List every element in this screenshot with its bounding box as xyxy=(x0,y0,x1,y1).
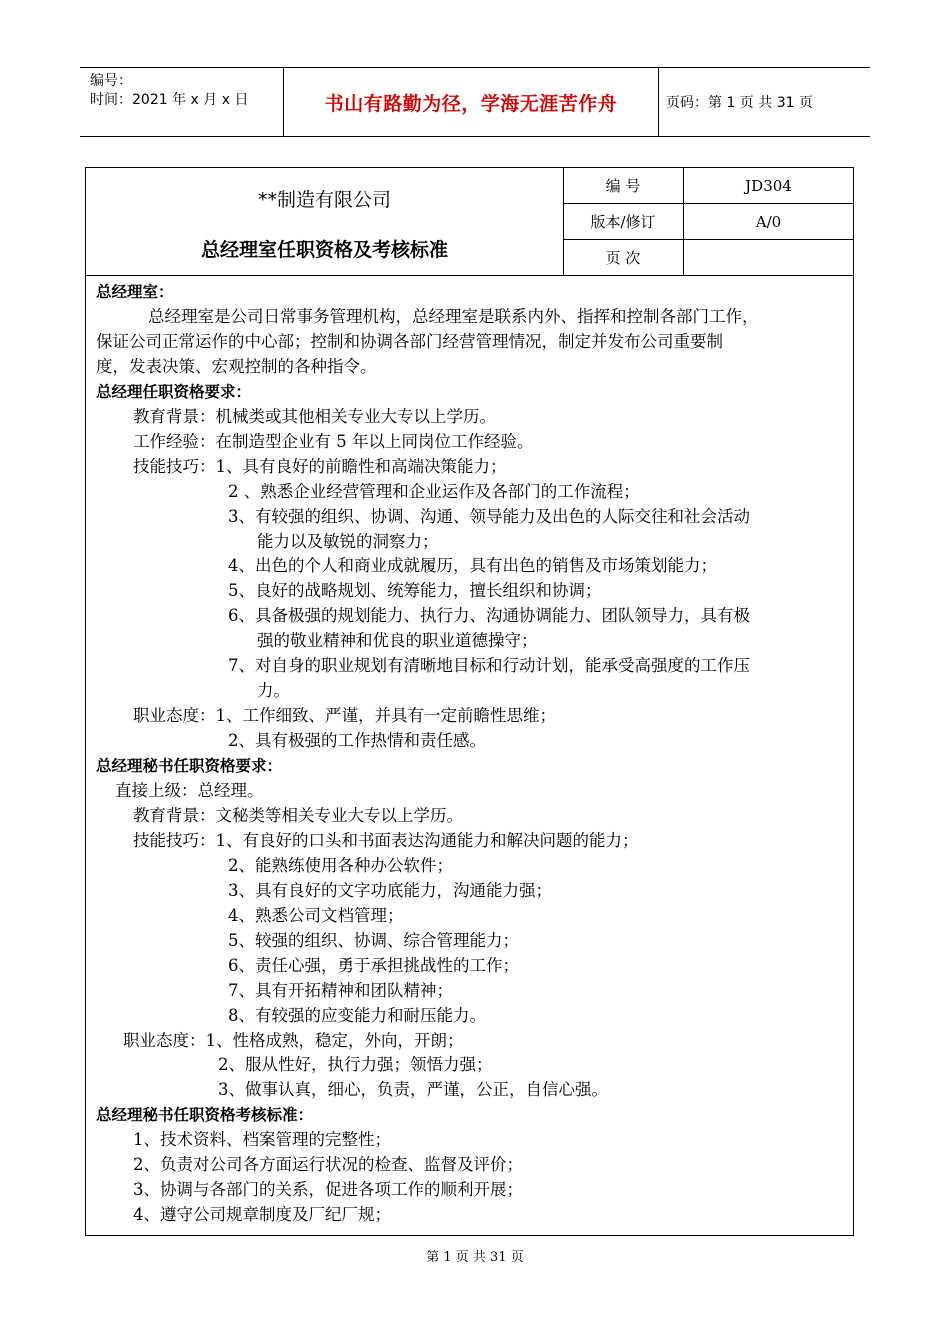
body-line: 2、服从性好，执行力强；领悟力强； xyxy=(218,1055,493,1075)
body-line: 2、负责对公司各方面运行状况的检查、监督及评价； xyxy=(133,1155,523,1175)
body-line: 技能技巧：1、具有良好的前瞻性和高端决策能力； xyxy=(133,456,507,476)
body-line: 教育背景：文秘类等相关专业大专以上学历。 xyxy=(133,805,463,825)
body-line: 度，发表决策、宏观控制的各种指令。 xyxy=(96,356,377,376)
document-box xyxy=(85,167,854,1236)
body-line: 2、具有极强的工作热情和责任感。 xyxy=(228,731,486,751)
section-heading: 总经理秘书任职资格考核标准： xyxy=(96,1106,314,1125)
body-line: 教育背景：机械类或其他相关专业大专以上学历。 xyxy=(133,406,496,426)
document-title: 总经理室任职资格及考核标准 xyxy=(200,239,448,261)
meta-key: 编 号 xyxy=(563,168,684,203)
body-line: 2 、熟悉企业经营管理和企业运作及各部门的工作流程； xyxy=(228,481,640,501)
motto: 书山有路勤为径，学海无涯苦作舟 xyxy=(283,68,659,136)
body-line: 技能技巧：1、有良好的口头和书面表达沟通能力和解决问题的能力； xyxy=(133,830,639,850)
body-line: 2、能熟练使用各种办公软件； xyxy=(228,855,453,875)
body-line: 6、责任心强，勇于承担挑战性的工作； xyxy=(228,955,519,975)
body-line: 工作经验：在制造型企业有 5 年以上同岗位工作经验。 xyxy=(133,431,534,451)
meta-key: 版本/修订 xyxy=(563,204,684,239)
meta-key: 页 次 xyxy=(563,240,684,275)
divider xyxy=(86,275,853,276)
body-line: 7、对自身的职业规划有清晰地目标和行动计划，能承受高强度的工作压 xyxy=(228,656,750,676)
body-line: 3、有较强的组织、协调、沟通、领导能力及出色的人际交往和社会活动 xyxy=(228,506,750,526)
page-info: 页码：第 1 页 共 31 页 xyxy=(666,95,813,111)
body-line: 3、具有良好的文字功底能力，沟通能力强； xyxy=(228,880,552,900)
meta-row xyxy=(563,168,853,204)
section-heading: 总经理秘书任职资格要求： xyxy=(96,757,283,776)
body-line: 总经理室是公司日常事务管理机构，总经理室是联系内外、指挥和控制各部门工作， xyxy=(148,306,759,326)
meta-value xyxy=(684,240,853,275)
body-line: 保证公司正常运作的中心部；控制和协调各部门经营管理情况，制定并发布公司重要制 xyxy=(96,331,723,351)
company-name: **制造有限公司 xyxy=(257,189,391,211)
meta-value: A/0 xyxy=(755,212,782,231)
body-line: 5、良好的战略规划、统筹能力，擅长组织和协调； xyxy=(228,581,602,601)
section-heading: 总经理任职资格要求： xyxy=(96,382,252,401)
body-line: 4、出色的个人和商业成就履历，具有出色的销售及市场策划能力； xyxy=(228,556,717,576)
body-line: 6、具备极强的规划能力、执行力、沟通协调能力、团队领导力，具有极 xyxy=(228,606,750,626)
body-line: 7、具有开拓精神和团队精神； xyxy=(228,980,453,1000)
time-label: 时间：2021 年 x 月 x 日 xyxy=(90,92,249,108)
meta-row xyxy=(563,240,853,275)
body-line: 强的敬业精神和优良的职业道德操守； xyxy=(257,631,538,651)
meta-table xyxy=(563,168,853,275)
body-line: 直接上级：总经理。 xyxy=(115,781,264,800)
body-line: 4、熟悉公司文档管理； xyxy=(228,905,404,925)
body-line: 3、做事认真，细心，负责，严谨，公正，自信心强。 xyxy=(218,1080,608,1100)
title-block xyxy=(86,168,564,275)
body-line: 力。 xyxy=(257,681,290,701)
meta-row xyxy=(563,204,853,240)
body-line: 3、协调与各部门的关系，促进各项工作的顺利开展； xyxy=(133,1180,523,1200)
body-line: 职业态度：1、工作细致、严谨，并具有一定前瞻性思维； xyxy=(133,706,556,726)
body-line: 5、较强的组织、协调、综合管理能力； xyxy=(228,930,519,950)
body-line: 8、有较强的应变能力和耐压能力。 xyxy=(228,1005,486,1025)
body-line: 职业态度：1、性格成熟，稳定，外向，开朗； xyxy=(123,1030,464,1050)
page-footer: 第 1 页 共 31 页 xyxy=(426,1250,524,1265)
body-line: 1、技术资料、档案管理的完整性； xyxy=(133,1130,391,1150)
number-label: 编号： xyxy=(90,73,132,89)
header-info-cell xyxy=(80,68,283,136)
body-line: 能力以及敏锐的洞察力； xyxy=(257,531,439,551)
page-header xyxy=(80,67,870,137)
body-line: 4、遵守公司规章制度及厂纪厂规； xyxy=(133,1205,391,1225)
meta-value: JD304 xyxy=(745,176,792,195)
section-heading: 总经理室： xyxy=(96,283,174,301)
